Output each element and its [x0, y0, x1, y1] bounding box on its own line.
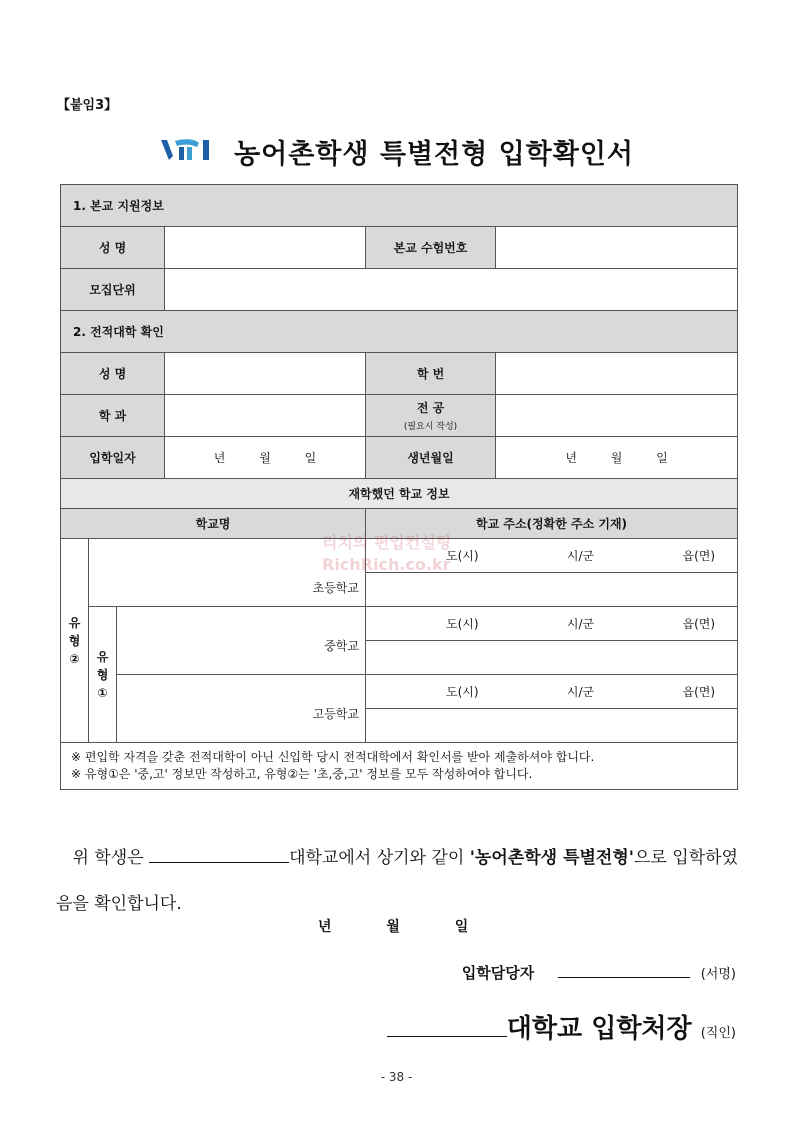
officer-sign-note: (서명) — [700, 967, 736, 982]
document-title: 농어촌학생 특별전형 입학확인서 — [234, 139, 635, 170]
elementary-address-row2[interactable] — [366, 573, 738, 607]
middle-label: 중학교 — [324, 639, 359, 653]
s1-name-field[interactable] — [165, 227, 366, 269]
elementary-label: 초등학교 — [312, 581, 359, 595]
high-address-row2[interactable] — [366, 709, 738, 743]
dean-seal-note: (직인) — [700, 1026, 736, 1041]
s2-student-no-field[interactable] — [496, 353, 738, 395]
type2-label — [61, 539, 89, 743]
addr-eup-high: 읍(면) — [682, 685, 716, 699]
stmt-suffix: 으로 입학하였음을 확인합니다. — [56, 848, 738, 914]
addr-si-high: 시/군 — [566, 685, 595, 699]
s2-name-field[interactable] — [165, 353, 366, 395]
type1-label — [89, 607, 117, 743]
watermark-line-2: RichRich.co.kr — [322, 555, 451, 574]
s2-name-label: 성 명 — [61, 353, 165, 395]
school-info-heading: 재학했던 학교 정보 — [61, 479, 738, 509]
high-school-field[interactable] — [117, 675, 366, 743]
watermark-line-1: 리치의 편입컨설팅 — [322, 533, 452, 552]
dean-line — [387, 1008, 736, 1045]
s2-admit-date-field[interactable]: 년 월 일 — [165, 437, 366, 479]
s2-major-label-cell — [366, 395, 496, 437]
s1-exam-no-field[interactable] — [496, 227, 738, 269]
addr-do-high: 도(시) — [446, 685, 479, 699]
university-name-blank[interactable] — [149, 862, 289, 863]
addr-eup-elem: 읍(면) — [682, 549, 716, 563]
s2-dept-field[interactable] — [165, 395, 366, 437]
s2-major-field[interactable] — [496, 395, 738, 437]
page-number: - 38 - — [380, 1070, 413, 1084]
watermark — [322, 532, 451, 576]
s1-name-label: 성 명 — [61, 227, 165, 269]
notes-cell — [61, 743, 738, 790]
s2-birth-field[interactable]: 년 월 일 — [496, 437, 738, 479]
s1-unit-field[interactable] — [165, 269, 738, 311]
middle-address-row2[interactable] — [366, 641, 738, 675]
col-address-header: 학교 주소(정확한 주소 기재) — [366, 509, 738, 539]
stmt-emphasis: '농어촌학생 특별전형' — [469, 848, 634, 868]
high-address-row1[interactable] — [366, 675, 738, 709]
addr-eup-middle: 읍(면) — [682, 617, 716, 631]
addr-si-elem: 시/군 — [566, 549, 595, 563]
s1-unit-label: 모집단위 — [61, 269, 165, 311]
s2-student-no-label: 학 번 — [366, 353, 496, 395]
addr-do-middle: 도(시) — [446, 617, 479, 631]
s1-exam-no-label: 본교 수험번호 — [366, 227, 496, 269]
stmt-middle: 대학교에서 상기와 같이 — [289, 848, 465, 868]
dean-university-blank[interactable] — [387, 1036, 507, 1037]
note-2: ※ 유형①은 '중,고' 정보만 작성하고, 유형②는 '초,중,고' 정보를 모두 작성하여야 합니다. — [71, 767, 533, 781]
type1-text: 유형① — [96, 649, 109, 700]
s2-dept-label: 학 과 — [61, 395, 165, 437]
university-logo-icon — [159, 137, 217, 167]
s2-admit-date-label: 입학일자 — [61, 437, 165, 479]
issue-date: 년 월 일 — [318, 919, 469, 935]
officer-label: 입학담당자 — [461, 964, 535, 982]
officer-line — [462, 962, 736, 983]
s2-birth-label: 생년월일 — [366, 437, 496, 479]
s2-major-note: (필요시 작성) — [403, 422, 458, 432]
title-row — [0, 132, 793, 171]
attachment-label: 【붙임3】 — [57, 98, 118, 113]
dean-label: 대학교 입학처장 — [506, 1014, 692, 1044]
officer-sign-blank[interactable] — [558, 977, 690, 978]
note-1: ※ 편입학 자격을 갖춘 전적대학이 아닌 신입학 당시 전적대학에서 확인서를 받아 제출하셔야 합니다. — [71, 750, 595, 764]
section1-heading: 1. 본교 지원정보 — [61, 185, 738, 227]
confirmation-form — [60, 184, 738, 790]
stmt-prefix: 위 학생은 — [72, 848, 144, 868]
type2-text: 유형② — [68, 615, 81, 666]
middle-address-row1[interactable] — [366, 607, 738, 641]
section2-heading: 2. 전적대학 확인 — [61, 311, 738, 353]
s2-major-label: 전 공 — [416, 401, 445, 415]
col-school-header: 학교명 — [61, 509, 366, 539]
high-label: 고등학교 — [312, 707, 359, 721]
confirmation-statement — [56, 835, 738, 927]
middle-school-field[interactable] — [117, 607, 366, 675]
addr-do-elem: 도(시) — [446, 549, 479, 563]
addr-si-middle: 시/군 — [566, 617, 595, 631]
